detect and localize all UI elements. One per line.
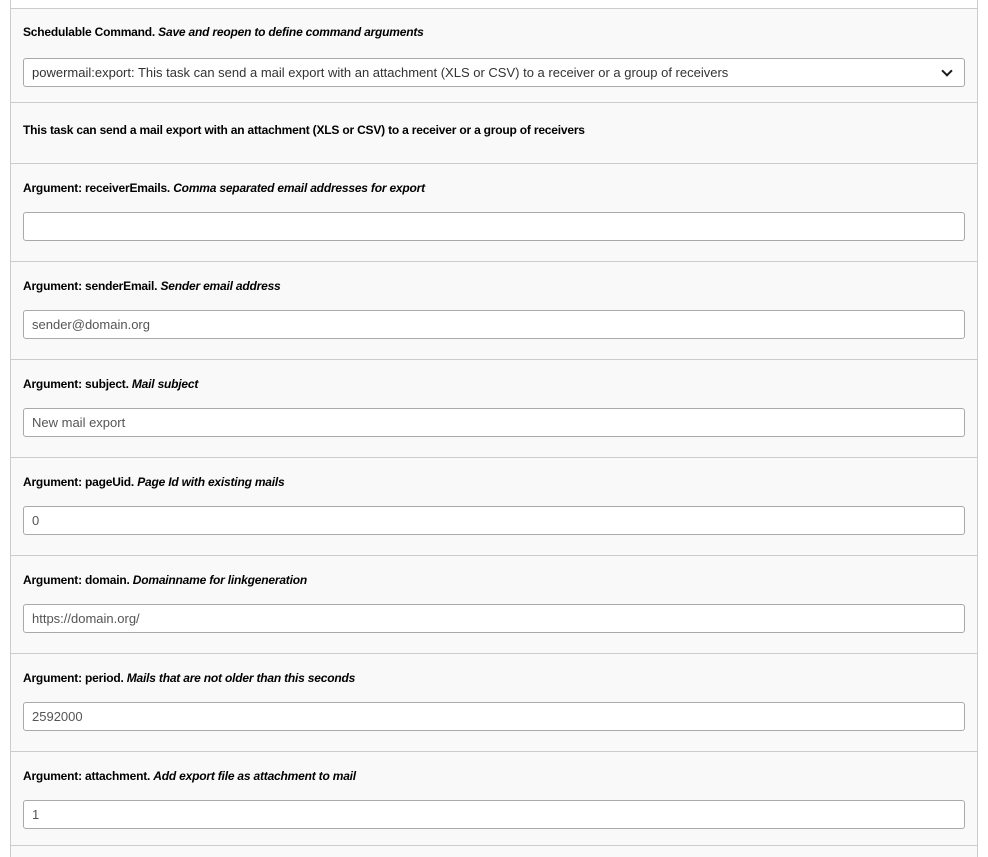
argument-page-uid-hint: Page Id with existing mails — [137, 475, 285, 489]
argument-receiver-emails-input-wrap — [23, 212, 965, 241]
argument-page-uid-input[interactable] — [23, 506, 965, 535]
schedulable-command-label — [23, 25, 965, 40]
argument-period-label-text: Argument: period. — [23, 671, 124, 685]
argument-sender-email-label-text: Argument: senderEmail. — [23, 279, 158, 293]
previous-row-sliver — [11, 0, 977, 9]
form-row-argument-period — [11, 654, 977, 752]
argument-attachment-input[interactable] — [23, 800, 965, 829]
schedulable-command-select[interactable] — [23, 58, 965, 87]
argument-subject-label-text: Argument: subject. — [23, 377, 129, 391]
argument-sender-email-input[interactable] — [23, 310, 965, 339]
argument-receiver-emails-label — [23, 181, 965, 196]
argument-sender-email-hint: Sender email address — [160, 279, 281, 293]
next-row-sliver — [11, 846, 977, 857]
argument-subject-hint: Mail subject — [131, 377, 199, 391]
form-row-task-description — [11, 103, 977, 164]
form-row-argument-attachment — [11, 752, 977, 846]
form-row-argument-domain — [11, 556, 977, 654]
argument-sender-email-input-wrap — [23, 310, 965, 339]
schedulable-command-label-text: Schedulable Command. — [23, 25, 156, 39]
argument-attachment-input-wrap — [23, 800, 965, 829]
argument-subject-input[interactable] — [23, 408, 965, 437]
argument-attachment-hint: Add export file as attachment to mail — [153, 769, 356, 783]
argument-sender-email-label — [23, 279, 965, 294]
form-row-argument-sender-email — [11, 262, 977, 360]
argument-period-input[interactable] — [23, 702, 965, 731]
task-description-text: This task can send a mail export with an attachment (XLS or CSV) to a receiver or a group of receivers — [23, 123, 585, 137]
form-row-argument-receiver-emails — [11, 164, 977, 262]
form-row-argument-subject — [11, 360, 977, 458]
argument-period-label — [23, 671, 965, 686]
argument-page-uid-input-wrap — [23, 506, 965, 535]
argument-page-uid-label — [23, 475, 965, 490]
argument-subject-input-wrap — [23, 408, 965, 437]
form-row-schedulable-command — [11, 9, 977, 103]
argument-attachment-label — [23, 769, 965, 784]
argument-domain-input[interactable] — [23, 604, 965, 633]
argument-receiver-emails-label-text: Argument: receiverEmails. — [23, 181, 171, 195]
argument-period-hint: Mails that are not older than this seconds — [126, 671, 356, 685]
task-form-panel — [10, 0, 978, 857]
argument-receiver-emails-input[interactable] — [23, 212, 965, 241]
argument-receiver-emails-hint: Comma separated email addresses for export — [173, 181, 425, 195]
schedulable-command-select-wrap — [23, 58, 965, 87]
argument-subject-label — [23, 377, 965, 392]
argument-domain-input-wrap — [23, 604, 965, 633]
argument-page-uid-label-text: Argument: pageUid. — [23, 475, 135, 489]
argument-domain-label — [23, 573, 965, 588]
argument-attachment-label-text: Argument: attachment. — [23, 769, 151, 783]
argument-period-input-wrap — [23, 702, 965, 731]
form-row-argument-page-uid — [11, 458, 977, 556]
argument-domain-hint: Domainname for linkgeneration — [132, 573, 307, 587]
schedulable-command-hint: Save and reopen to define command arguments — [158, 25, 424, 39]
argument-domain-label-text: Argument: domain. — [23, 573, 130, 587]
